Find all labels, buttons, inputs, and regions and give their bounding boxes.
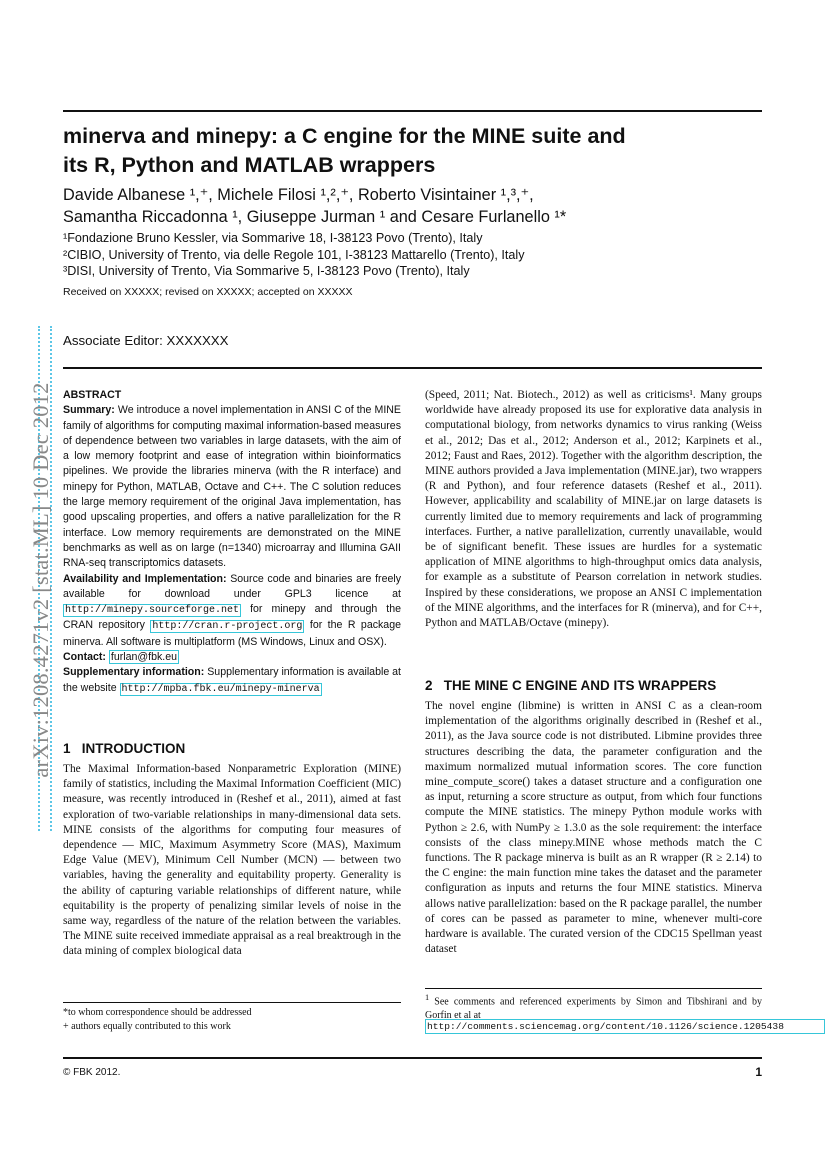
- footnote-number: 1: [425, 993, 430, 1002]
- affiliations: [63, 230, 525, 280]
- abstract-availability: [63, 572, 401, 650]
- affiliation-3: ³DISI, University of Trento, Via Sommarive 5, I-38123 Povo (Trento), Italy: [63, 264, 470, 278]
- contact-email-link[interactable]: furlan@fbk.eu: [110, 651, 178, 664]
- authors-line-2: Samantha Riccadonna ¹, Giuseppe Jurman ¹ and Cesare Furlanello ¹*: [63, 208, 567, 226]
- section2-heading: 2 THE MINE C ENGINE AND ITS WRAPPERS: [425, 678, 717, 693]
- footnote-rule-right: [425, 988, 762, 989]
- copyright: © FBK 2012.: [63, 1067, 121, 1078]
- authors-line-1: Davide Albanese ¹,⁺, Michele Filosi ¹,²,⁺, Roberto Visintainer ¹,³,⁺,: [63, 186, 534, 204]
- right-col-para2: The novel engine (libmine) is written in ANSI C as a clean-room implementation of the algorithms originally described in (Reshef et al., 2011), as the Java source code is not distributed. Libmine provides three structures describing the data, the parameter configuration and the maximum normalized mutual information scores. The core function mine_compute_score() takes a dataset structure and a configuration one as input, returning a score structure as output, from which four functions compute the MINE statistics. The minepy Python module works with Python ≥ 2.6, with NumPy ≥ 1.3.0 as the sole requirement: the interface consists of the class minepy.MINE whose methods match the C functions. The R package minerva is built as an R wrapper (R ≥ 2.14) to the C engine: the main function mine takes the dataset and the parameter configuration as inputs and returns the four MINE statistics. Minerva allows native parallelization: based on the R package parallel, the number of cores can be passed as parameter to mine, whenever multi-core hardware is available. The curated version of the CDC15 Spellman yeast dataset: [425, 700, 762, 956]
- abstract-contact: [63, 650, 401, 665]
- supp-link[interactable]: http://mpba.fbk.eu/minepy-minerva: [121, 683, 320, 695]
- availability-text-b: for minepy and through the CRAN repository: [63, 603, 401, 632]
- abstract: [63, 388, 401, 697]
- right-col-para1: (Speed, 2011; Nat. Biotech., 2012) as well as criticisms¹. Many groups worldwide have already proposed its use for explorative data analysis in computational biology, from networks dynamics to virus ranking (Weiss et al., 2012; Das et al., 2012; Anderson et al., 2012; Karpinets et al., 2012; Faust and Raes, 2012). Together with the algorithm description, the MINE authors provided a Java implementation (MINE.jar), two wrappers (R and Python), and four reference datasets (Reshef et al., 2011). However, applicability and scalability of MINE.jar on large datasets is currently limited due to memory requirements and lack of programming interfaces. Further, a native parallelization, currently unavailable, would be of significant benefit. These issues are hurdles for a systematic application of MINE algorithms to high-throughput omics data analysis, for example as a substitute of Pearson correlation in network studies. Inspired by these considerations, we propose an ANSI C implementation of the MINE algorithms, and the interfaces for R (minerva), and for C++, Python and MATLAB/Octave (minepy).: [425, 389, 762, 630]
- title-line-2: its R, Python and MATLAB wrappers: [63, 153, 436, 177]
- intro-text: The Maximal Information-based Nonparametric Exploration (MINE) family of statistics, including the Maximal Information Coefficient (MIC) measure, was recently introduced in (Reshef et al., 2011), aimed at fast exploration of two-variable relationships in many-dimensional data sets. MINE consists of the algorithms for computing four measures of dependence — MIC, Maximum Asymmetry Score (MAS), Maximum Edge Value (MEV), Minimum Cell Number (MCN) — between two variables, having the generality and equitability property. Generality is the ability of capturing variable relationships of different nature, while equitability is the property of penalizing similar levels of noise in the same way, regardless of the nature of the relation between the variables. The MINE suite received immediate appraisal as a real breaktrough in the data mining of complex biological data: [63, 763, 401, 958]
- page-number: 1: [755, 1065, 762, 1079]
- footnote-equal-contribution: + authors equally contributed to this work: [63, 1021, 231, 1032]
- summary-text: We introduce a novel implementation in ANSI C of the MINE family of algorithms for computing maximal information-based measures of dependence between two variables in large datasets, with the aim of a low memory footprint and ease of integration within bioinformatics pipelines. We provide the libraries minerva (with the R interface) and minepy for Python, MATLAB, Octave and C++. The C solution reduces the large memory requirement of the original Java implementation, has good upscaling properties, and offers a native parallelization for the R interface. Low memory requirements are demonstrated on the MINE benchmarks as well as on large (n=1340) microarray and Illumina GAII RNA-seq transcriptomics datasets.: [63, 404, 401, 570]
- supp-text: Supplementary information is available at the website: [63, 666, 401, 694]
- cran-link[interactable]: http://cran.r-project.org: [152, 621, 303, 633]
- abstract-supplementary: [63, 665, 401, 697]
- intro-heading: 1 INTRODUCTION: [63, 741, 186, 756]
- footnote-text: See comments and referenced experiments by Simon and Tibshirani and by Gorfin et al at: [425, 996, 763, 1022]
- footer-rule: [63, 1057, 762, 1059]
- title-line-1: minerva and minepy: a C engine for the MINE suite and: [63, 124, 626, 148]
- received-line: Received on XXXXX; revised on XXXXX; accepted on XXXXX: [63, 286, 353, 298]
- minepy-link[interactable]: http://minepy.sourceforge.net: [65, 605, 240, 617]
- affiliation-1: ¹Fondazione Bruno Kessler, via Sommarive 18, I-38123 Povo (Trento), Italy: [63, 231, 483, 245]
- contact-label: Contact:: [63, 651, 106, 664]
- paper-title: [63, 122, 626, 180]
- availability-label: Availability and Implementation:: [63, 572, 227, 585]
- arxiv-stamp-text: arXiv:1208.4271v2 [stat.ML] 10 Dec 2012: [28, 382, 53, 778]
- abstract-heading: ABSTRACT: [63, 389, 122, 401]
- abstract-summary: [63, 403, 401, 571]
- supp-label: Supplementary information:: [63, 666, 205, 679]
- summary-label: Summary:: [63, 404, 115, 417]
- availability-text-a: Source code and binaries are freely available for download under GPL3 licence at: [63, 572, 402, 600]
- affiliation-2: ²CIBIO, University of Trento, via delle Regole 101, I-38123 Mattarello (Trento), Italy: [63, 247, 525, 262]
- header-rule: [63, 367, 762, 369]
- top-rule: [63, 110, 762, 112]
- footnote-correspondence: *to whom correspondence should be addressed: [63, 1007, 252, 1018]
- authors: [63, 184, 566, 228]
- availability-text-c: for the R package minerva. All software is multiplatform (MS Windows, Linux and OSX).: [63, 619, 401, 648]
- footnote-link[interactable]: http://comments.sciencemag.org/content/10.1126/science.1205438: [425, 1019, 825, 1034]
- footnote-rule-left: [63, 1002, 401, 1003]
- associate-editor: Associate Editor: XXXXXXX: [63, 333, 229, 348]
- footnotes-left: [63, 1006, 252, 1034]
